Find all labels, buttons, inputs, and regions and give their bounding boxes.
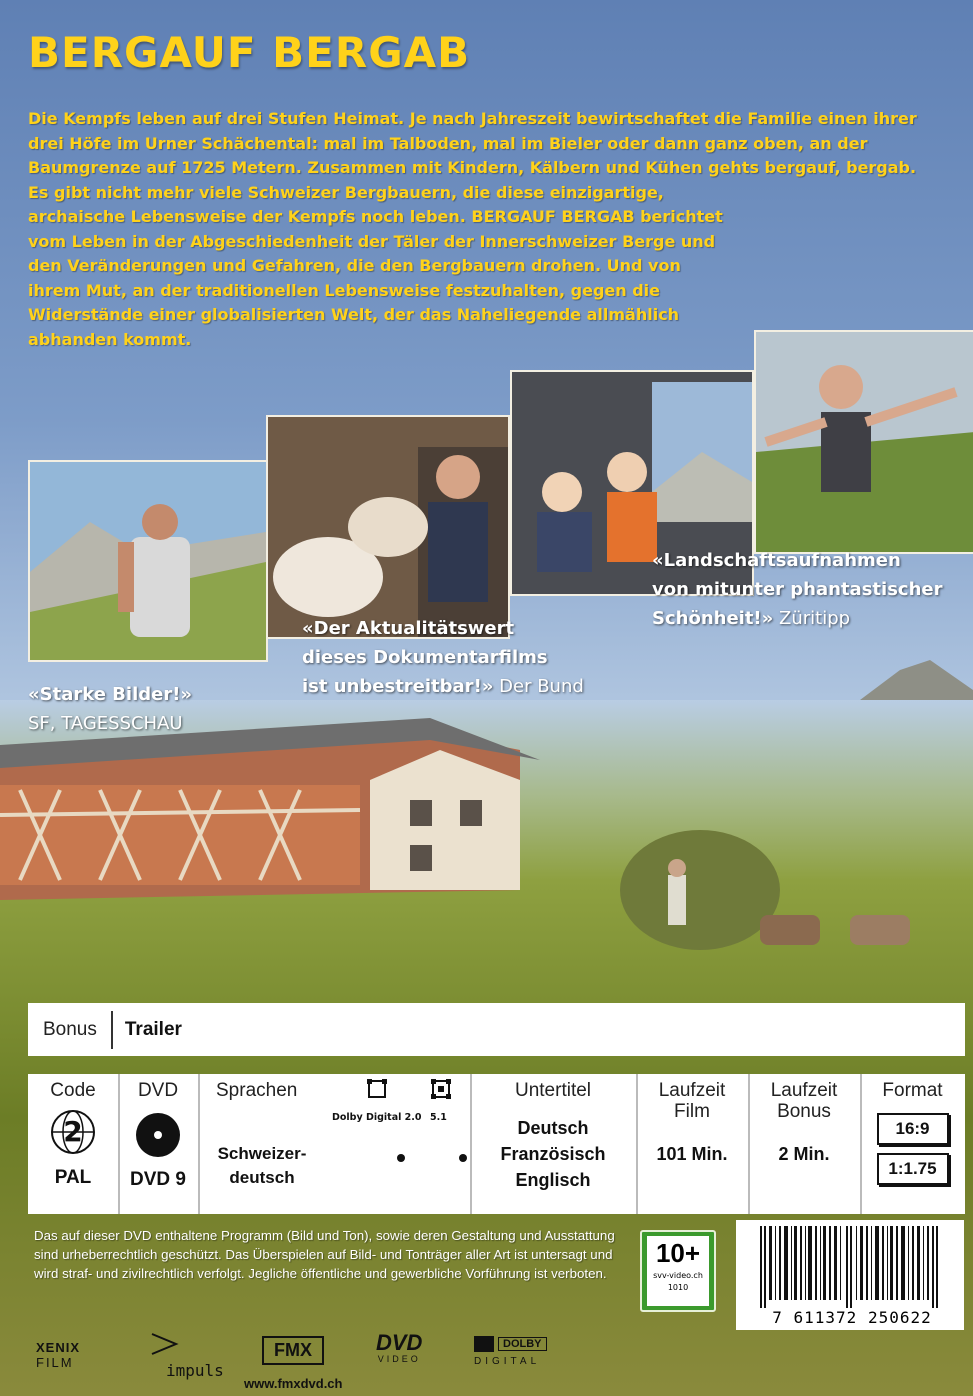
spec-format (860, 1074, 965, 1214)
disc-type: DVD 9 (130, 1169, 186, 1190)
spec-sprachen (198, 1074, 472, 1214)
subtitle-language: Deutsch (517, 1118, 589, 1138)
dvd-video-logo (376, 1332, 422, 1364)
quote-text: «Starke Bilder!» (28, 684, 193, 705)
language-line: Schweizer- (217, 1144, 307, 1163)
spec-header: DVD (137, 1080, 179, 1101)
fmx-logo-text: FMX (262, 1336, 324, 1365)
spec-header: Laufzeit (658, 1080, 726, 1101)
dolby-logo-subtext: DIGITAL (474, 1356, 541, 1367)
spec-header: Film (674, 1101, 710, 1122)
quote-line: «Landschaftsaufnahmen (652, 550, 901, 571)
fmx-logo (262, 1336, 324, 1365)
synopsis (28, 107, 948, 352)
quote-landschaftsaufnahmen (652, 546, 942, 633)
specs-table (28, 1074, 965, 1214)
spec-laufzeit-bonus (748, 1074, 862, 1214)
bonus-value: Trailer (124, 1018, 182, 1040)
quote-line: «Der Aktualitätswert (302, 618, 515, 639)
surround-icon (430, 1078, 452, 1104)
surround-dot (459, 1154, 467, 1162)
photo-calves-barn (266, 415, 510, 639)
dolby-logo-text: DOLBY (498, 1337, 547, 1351)
video-system: PAL (54, 1167, 92, 1188)
bonus-label: Bonus (43, 1018, 97, 1040)
xenix-logo-subtext: FILM (36, 1355, 74, 1370)
bonus-bar (28, 1003, 965, 1056)
subtitle-language: Französisch (500, 1144, 606, 1164)
movie-title: BERGAUF BERGAB (28, 28, 471, 77)
spec-header: Laufzeit (770, 1080, 838, 1101)
impuls-logo (150, 1332, 224, 1380)
age-rating: 10+ (655, 1238, 701, 1268)
photo-woman-arms-outstretched (754, 330, 973, 554)
spec-untertitel (470, 1074, 638, 1214)
subtitle-language: Englisch (515, 1170, 591, 1190)
impuls-chevron-icon (150, 1332, 180, 1356)
photo-farmer-with-rake (28, 460, 268, 662)
quote-source: Der Bund (499, 676, 584, 697)
aspect-ratio-box: 1:1.75 (877, 1153, 949, 1185)
spec-code (28, 1074, 120, 1214)
spec-laufzeit-film (636, 1074, 750, 1214)
spec-dvd (118, 1074, 200, 1214)
dolby-double-d-icon (474, 1336, 494, 1352)
copyright-notice: Das auf dieser DVD enthaltene Programm (Bild und Ton), sowie deren Gestaltung und Ausstattung sind urheberrechtlich geschützt. Das Überspielen auf Bild- und Tonträger aller Art ist untersagt und wird straf- und zivilrechtlich verfolgt. Jegliche öffentliche und gewerbliche Vorführung ist verboten. (34, 1228, 615, 1281)
quote-line: Schönheit!» (652, 608, 774, 629)
logo-row (0, 1332, 973, 1396)
runtime-bonus: 2 Min. (778, 1144, 830, 1164)
language-line: deutsch (229, 1168, 295, 1187)
stereo-dot (397, 1154, 405, 1162)
synopsis-paragraph-1: Die Kempfs leben auf drei Stufen Heimat. Je nach Jahreszeit bewirtschaftet die Familie einen ihrer drei Höfe im Urner Schächental: mal im Talboden, mal im Bieler oder dann ganz oben, an der Baumgrenze auf 1725 Metern. Zusammen mit Kindern, Kälbern und Kühen gehts bergauf, bergab. (28, 109, 917, 177)
rating-site: svv-video.ch (653, 1271, 703, 1280)
website-url: www.fmxdvd.ch (244, 1376, 343, 1391)
dvd-logo-text: DVD (376, 1330, 423, 1355)
quote-aktualitaetswert (302, 614, 584, 701)
audio-format-stereo: Dolby Digital 2.0 (332, 1112, 422, 1123)
age-rating-badge (640, 1230, 716, 1312)
impuls-logo-text: impuls (166, 1361, 224, 1380)
quote-line: dieses Dokumentarfilms (302, 647, 548, 668)
spec-header: Untertitel (514, 1080, 592, 1101)
rating-code: 1010 (667, 1283, 689, 1292)
quote-starke-bilder (28, 680, 192, 738)
barcode-bars (736, 1226, 964, 1308)
quote-source: SF, TAGESSCHAU (28, 713, 183, 734)
stereo-icon (366, 1078, 388, 1104)
spec-header: Sprachen (216, 1080, 298, 1101)
globe-icon (50, 1109, 96, 1155)
dvd-logo-subtext: VIDEO (377, 1354, 421, 1364)
dolby-digital-logo (474, 1336, 547, 1367)
runtime-film: 101 Min. (656, 1144, 728, 1164)
spec-header: Format (882, 1080, 943, 1101)
aspect-ratio-box: 16:9 (877, 1113, 949, 1145)
quote-line: von mitunter phantastischer (652, 579, 943, 600)
disc-icon (134, 1111, 182, 1159)
spec-header: Bonus (777, 1101, 831, 1122)
region-code: 2 (63, 1115, 83, 1148)
synopsis-paragraph-2: Es gibt nicht mehr viele Schweizer Bergbauern, die diese einzigartige, archaische Lebensweise der Kempfs noch leben. BERGAUF BERGAB berichtet vom Leben in der Abgeschiedenheit der Täler der Innerschweizer Berge und den Veränderungen und Gefahren, die den Bergbauern drohen. Und von ihrem Mut, an der traditionellen Lebensweise festzuhalten, gegen die Widerstände einer globalisierten Welt, der das Naheliegende allmählich abhanden kommt. (28, 182, 723, 349)
xenix-film-logo (36, 1340, 80, 1370)
barcode (736, 1220, 964, 1330)
quote-line: ist unbestreitbar!» (302, 676, 494, 697)
xenix-logo-text: XENIX (36, 1340, 81, 1355)
spec-header: Code (50, 1080, 96, 1101)
barcode-digits: 7 611372 250622 (772, 1308, 932, 1327)
audio-format-surround: 5.1 (430, 1112, 447, 1123)
quote-source: Züritipp (779, 608, 851, 629)
